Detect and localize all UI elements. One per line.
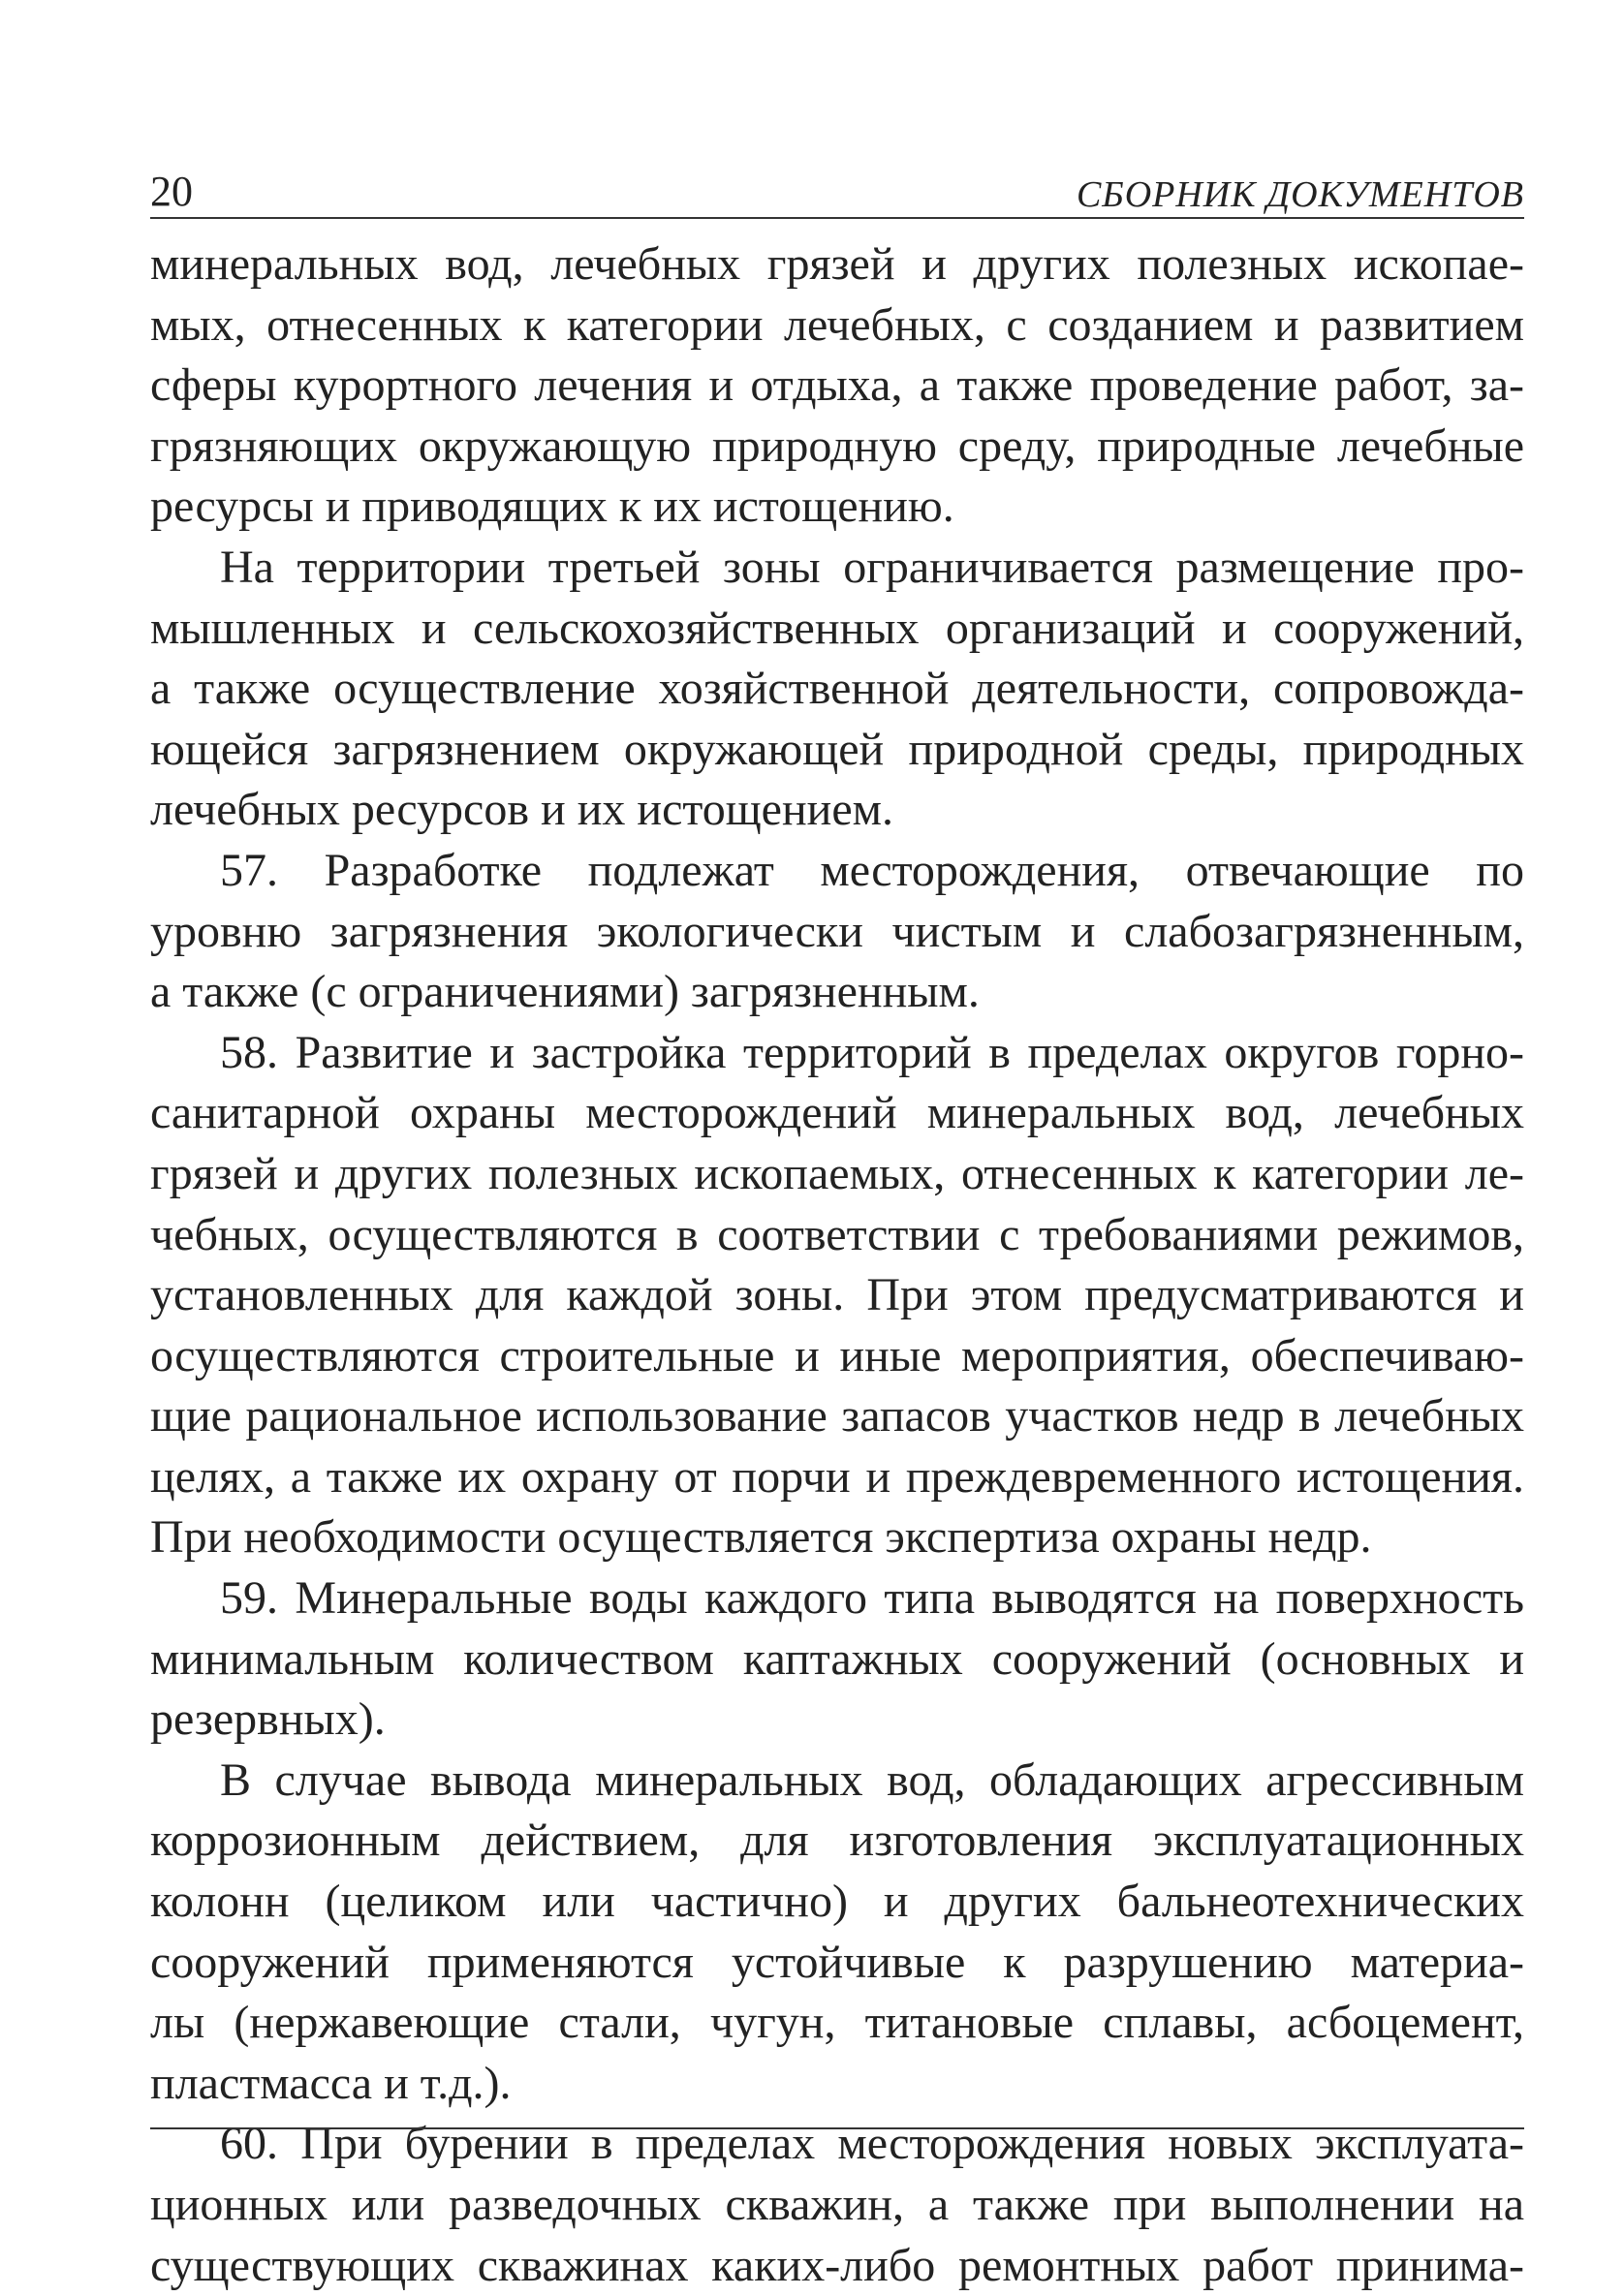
text-line: сооружений применяются устойчивые к разрушению материа-	[150, 1936, 1524, 1988]
text-line: ционных или разведочных скважин, а также при выполнении на	[150, 2179, 1524, 2230]
text-line: грязняющих окружающую природную среду, природные лечебные	[150, 419, 1524, 472]
text-line: целях, а также их охрану от порчи и преждевременного истощения.	[150, 1450, 1524, 1503]
footer-rule	[150, 2127, 1524, 2129]
text-line: В случае вывода минеральных вод, обладающих агрессивным	[220, 1753, 1524, 1806]
text-line: грязей и других полезных ископаемых, отнесенных к категории ле-	[150, 1147, 1524, 1199]
text-line: 57. Разработке подлежат месторождения, отвечающие по	[220, 844, 1524, 896]
text-line: 60. При бурении в пределах месторождения новых эксплуата-	[220, 2118, 1524, 2170]
text-line: а также (с ограничениями) загрязненным.	[150, 966, 980, 1018]
text-line: осуществляются строительные и иные мероприятия, обеспечиваю-	[150, 1329, 1524, 1381]
text-line: санитарной охраны месторождений минеральных вод, лечебных	[150, 1087, 1524, 1139]
text-line: уровню загрязнения экологически чистым и слабозагрязненным,	[150, 905, 1524, 957]
text-line: пластмасса и т.д.).	[150, 2057, 512, 2109]
text-line: минимальным количеством каптажных сооружений (основных и	[150, 1632, 1524, 1685]
text-line: колонн (целиком или частично) и других бальнеотехнических	[150, 1876, 1524, 1928]
text-line: коррозионным действием, для изготовления эксплуатационных	[150, 1815, 1524, 1867]
page-number: 20	[150, 168, 193, 215]
running-title: СБОРНИК ДОКУМЕНТОВ	[1076, 174, 1524, 215]
text-line: лы (нержавеющие стали, чугун, титановые сплавы, асбоцемент,	[150, 1997, 1524, 2049]
text-line: 58. Развитие и застройка территорий в пределах округов горно-	[220, 1026, 1524, 1078]
text-line: мышленных и сельскохозяйственных организаций и сооружений,	[150, 602, 1524, 654]
body-text	[150, 234, 1524, 2296]
text-line: минеральных вод, лечебных грязей и других полезных ископае-	[150, 238, 1524, 290]
text-line: мых, отнесенных к категории лечебных, с созданием и развитием	[150, 298, 1524, 351]
text-line: На территории третьей зоны ограничивается размещение про-	[220, 541, 1524, 593]
text-line: ресурсы и приводящих к их истощению.	[150, 481, 954, 533]
text-line: существующих скважинах каких-либо ремонтных работ принима-	[150, 2239, 1524, 2291]
text-line: чебных, осуществляются в соответствии с требованиями режимов,	[150, 1208, 1524, 1260]
text-line: а также осуществление хозяйственной деятельности, сопровожда-	[150, 663, 1524, 715]
text-line: ющейся загрязнением окружающей природной среды, природных	[150, 723, 1524, 775]
text-line: сферы курортного лечения и отдыха, а также проведение работ, за-	[150, 359, 1524, 412]
page-header	[150, 163, 1524, 219]
text-line: При необходимости осуществляется экспертиза охраны недр.	[150, 1511, 1372, 1564]
text-line: 59. Минеральные воды каждого типа выводятся на поверхность	[220, 1572, 1524, 1625]
text-line: щие рациональное использование запасов участков недр в лечебных	[150, 1390, 1524, 1443]
text-line: лечебных ресурсов и их истощением.	[150, 784, 894, 836]
text-line: резервных).	[150, 1693, 386, 1746]
text-line: установленных для каждой зоны. При этом предусматриваются и	[150, 1269, 1524, 1321]
